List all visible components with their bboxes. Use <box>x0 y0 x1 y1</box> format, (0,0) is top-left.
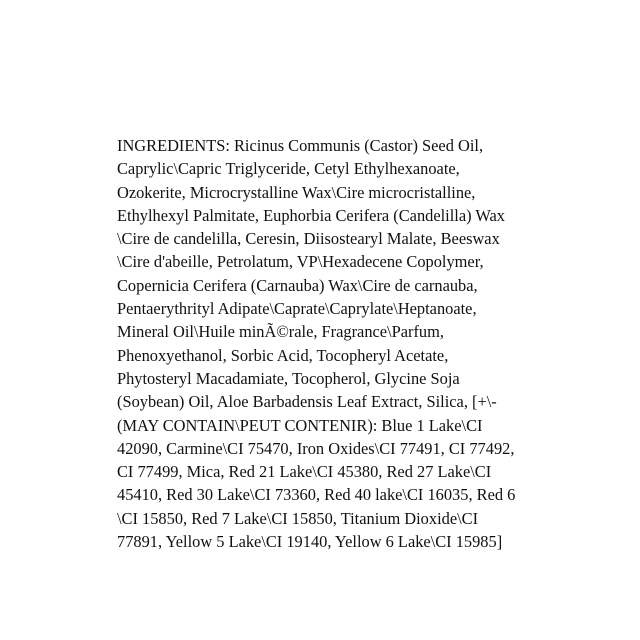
ingredients-line: Phytosteryl Macadamiate, Tocopherol, Glycine Soja <box>117 368 460 388</box>
ingredients-line: Ethylhexyl Palmitate, Euphorbia Cerifera (Candelilla) Wax <box>117 205 505 225</box>
ingredients-line: INGREDIENTS: Ricinus Communis (Castor) Seed Oil, <box>117 136 484 155</box>
ingredients-line: Copernicia Cerifera (Carnauba) Wax\Cire de carnauba, <box>117 275 478 295</box>
ingredients-line: \Cire d'abeille, Petrolatum, VP\Hexadecene Copolymer, <box>117 252 484 272</box>
ingredients-line: Phenoxyethanol, Sorbic Acid, Tocopheryl Acetate, <box>117 345 449 365</box>
ingredients-line: (MAY CONTAIN\PEUT CONTENIR): Blue 1 Lake\CI <box>117 415 483 435</box>
ingredients-line: Ozokerite, Microcrystalline Wax\Cire microcristalline, <box>117 182 476 202</box>
ingredients-line: Mineral Oil\Huile minÃ©rale, Fragrance\Parfum, <box>117 322 444 342</box>
ingredients-list <box>117 134 537 553</box>
ingredients-line: Caprylic\Capric Triglyceride, Cetyl Ethylhexanoate, <box>117 159 460 179</box>
ingredients-line: 42090, Carmine\CI 75470, Iron Oxides\CI 77491, CI 77492, <box>117 438 515 458</box>
ingredients-line: (Soybean) Oil, Aloe Barbadensis Leaf Extract, Silica, [+\- <box>117 392 497 412</box>
ingredients-line: 45410, Red 30 Lake\CI 73360, Red 40 lake\CI 16035, Red 6 <box>117 485 516 505</box>
ingredients-line: \Cire de candelilla, Ceresin, Diisostearyl Malate, Beeswax <box>117 229 500 249</box>
ingredients-line: CI 77499, Mica, Red 21 Lake\CI 45380, Red 27 Lake\CI <box>117 462 492 482</box>
ingredients-line: Pentaerythrityl Adipate\Caprate\Caprylate\Heptanoate, <box>117 299 477 319</box>
ingredients-line: \CI 15850, Red 7 Lake\CI 15850, Titanium Dioxide\CI <box>117 508 479 528</box>
ingredients-line: 77891, Yellow 5 Lake\CI 19140, Yellow 6 Lake\CI 15985] <box>117 532 503 552</box>
